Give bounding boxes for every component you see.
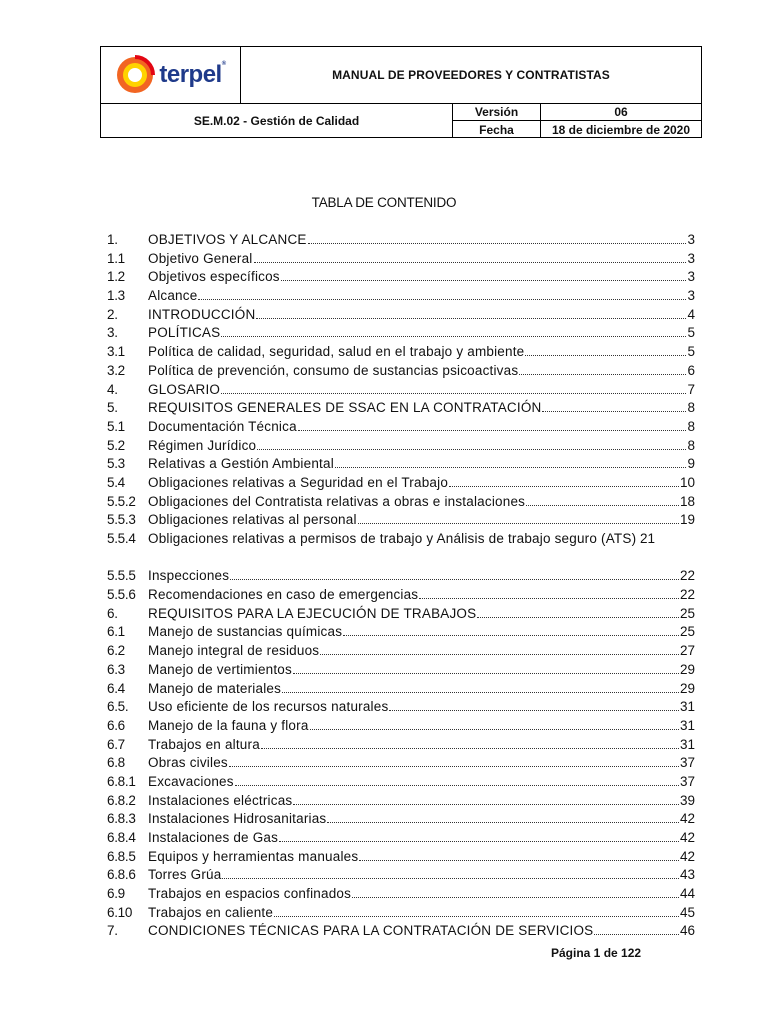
toc-entry-number: 5. (107, 400, 118, 416)
toc-entry[interactable] (107, 455, 695, 474)
version-value: 06 (541, 104, 701, 121)
toc-leader-dots (477, 617, 679, 618)
toc-entry-text: Trabajos en caliente (148, 904, 274, 920)
toc-entry-text: Política de prevención, consumo de sustancias psicoactivas (148, 362, 519, 378)
toc-entry-number: 6.6 (107, 717, 125, 733)
toc-entry[interactable] (107, 810, 695, 829)
toc-leader-dots (235, 785, 679, 786)
toc-entry[interactable] (107, 250, 695, 269)
toc-entry[interactable] (107, 698, 695, 717)
toc-entry-number: 6.8.3 (107, 811, 136, 827)
toc-entry-text: Documentación Técnica (148, 418, 297, 434)
toc-entry-text: GLOSARIO (148, 381, 221, 397)
terpel-logo (115, 55, 225, 95)
toc-entry-text: Torres Grúa (148, 867, 222, 883)
toc-leader-dots (594, 934, 679, 935)
toc-entry[interactable] (107, 680, 695, 699)
toc-leader-dots (254, 262, 687, 263)
toc-entry-number: 4. (107, 381, 118, 397)
toc-entry[interactable] (107, 773, 695, 792)
toc-entry[interactable] (107, 343, 695, 362)
toc-leader-dots (257, 449, 686, 450)
toc-entry-number: 1. (107, 232, 118, 247)
toc-entry[interactable] (107, 922, 695, 941)
toc-entry[interactable] (107, 642, 695, 661)
toc-leader-dots (389, 710, 679, 711)
toc-entry-number: 6.8.2 (107, 792, 136, 808)
toc-entry-text: Obligaciones relativas al personal (148, 512, 357, 528)
toc-leader-dots (281, 280, 687, 281)
toc-entry-page: 3 (687, 269, 695, 285)
toc-entry-text: Alcance (148, 288, 198, 304)
toc-entry-text: OBJETIVOS Y ALCANCE (148, 232, 307, 247)
toc-entry[interactable] (107, 324, 695, 343)
toc-entry-number: 5.5.4 (107, 531, 136, 546)
toc-entry-page: 10 (679, 474, 695, 490)
toc-entry-page: 42 (679, 811, 695, 827)
document-title: MANUAL DE PROVEEDORES Y CONTRATISTAS (332, 68, 610, 82)
date-label: Fecha (453, 121, 541, 138)
terpel-logo-icon (115, 55, 155, 95)
toc-entry[interactable] (107, 474, 695, 493)
toc-entry[interactable] (107, 287, 695, 306)
toc-entry-page: 19 (679, 512, 695, 528)
toc-entry-text: Trabajos en altura (148, 736, 260, 752)
toc-leader-dots (525, 355, 686, 356)
toc-leader-dots (293, 673, 679, 674)
toc-entry-number: 6.8.5 (107, 848, 136, 864)
toc-entry-page: 39 (679, 792, 695, 808)
toc-entry-page: 31 (679, 699, 695, 715)
toc-entry-text: Obligaciones relativas a Seguridad en el Trabajo (148, 474, 449, 490)
toc-leader-dots (359, 860, 679, 861)
toc-entry-page: 3 (687, 288, 695, 304)
toc-entry-page: 43 (679, 867, 695, 883)
toc-entry-text: Manejo integral de residuos (148, 643, 320, 659)
toc-entry-page: 5 (687, 344, 695, 360)
toc-entry-page: 21 (640, 531, 656, 546)
page-number: Página 1 de 122 (551, 946, 642, 960)
toc-entry-text: INTRODUCCIÓN (148, 306, 256, 322)
toc-entry-text: Objetivo General (148, 250, 253, 266)
toc-entry[interactable] (107, 268, 695, 287)
toc-leader-dots (320, 654, 679, 655)
toc-leader-dots (230, 579, 679, 580)
toc-leader-dots (449, 486, 679, 487)
toc-title: TABLA DE CONTENIDO (311, 195, 457, 210)
toc-entry[interactable] (107, 437, 695, 456)
toc-entry[interactable] (107, 661, 695, 680)
toc-entry-number: 6.8.4 (107, 830, 136, 846)
toc-entry-text: Trabajos en espacios confinados (148, 886, 352, 902)
toc-entry-number: 6.2 (107, 643, 125, 659)
toc-entry-number: 6.4 (107, 680, 125, 696)
toc-entry-text: Manejo de vertimientos (148, 661, 292, 677)
toc-entry-page: 25 (679, 624, 695, 640)
toc-entry-number: 5.4 (107, 474, 125, 490)
toc-entry-number: 3.1 (107, 344, 125, 360)
toc-entry-page: 6 (687, 362, 695, 378)
toc-entry-page: 7 (687, 381, 695, 397)
toc-entry-text: REQUISITOS GENERALES DE SSAC EN LA CONTRATACIÓN (148, 400, 542, 416)
version-label: Versión (453, 104, 541, 121)
toc-entry[interactable] (107, 381, 695, 400)
toc-entry-number: 6.8 (107, 755, 125, 771)
toc-entry-text: REQUISITOS PARA LA EJECUCIÓN DE TRABAJOS (148, 605, 477, 621)
toc-leader-dots (327, 822, 679, 823)
toc-entry-page: 45 (679, 904, 695, 920)
toc-entry-number: 6.8.1 (107, 773, 136, 789)
toc-leader-dots (229, 766, 679, 767)
toc-entry[interactable] (107, 717, 695, 736)
toc-entry-text: Manejo de la fauna y flora (148, 717, 309, 733)
toc-entry-number: 5.5.3 (107, 512, 136, 528)
toc-entry-page: 29 (679, 680, 695, 696)
toc-entry-text: Inspecciones (148, 568, 230, 584)
toc-entry[interactable] (107, 866, 695, 885)
toc-entry[interactable] (107, 306, 695, 325)
toc-entry-page: 8 (687, 418, 695, 434)
toc-leader-dots (526, 505, 679, 506)
toc-entry-text: Excavaciones (148, 773, 234, 789)
document-code: SE.M.02 - Gestión de Calidad (101, 104, 453, 138)
toc-leader-dots (282, 692, 679, 693)
toc-leader-dots (308, 243, 687, 244)
toc-entry-number: 6.1 (107, 624, 125, 640)
toc-entry-page: 27 (679, 643, 695, 659)
toc-entry[interactable] (107, 829, 695, 848)
toc-leader-dots (358, 523, 679, 524)
document-header (100, 46, 702, 138)
toc-leader-dots (221, 393, 686, 394)
toc-entry-text: Manejo de materiales (148, 680, 282, 696)
toc-entry[interactable] (107, 399, 695, 418)
toc-entry[interactable] (107, 511, 695, 530)
toc-entry-number: 1.3 (107, 288, 125, 304)
toc-entry[interactable] (107, 493, 695, 512)
toc-entry[interactable] (107, 567, 695, 586)
toc-entry-number: 5.5.5 (107, 568, 136, 584)
toc-entry-text: Instalaciones de Gas (148, 830, 279, 846)
toc-entry-number: 5.5.6 (107, 587, 136, 603)
toc-entry-text: Manejo de sustancias químicas (148, 624, 343, 640)
toc-entry-number: 7. (107, 923, 118, 939)
toc-entry-number: 3.2 (107, 362, 125, 378)
logo-cell (101, 47, 241, 103)
toc-entry-page: 3 (687, 250, 695, 266)
date-value: 18 de diciembre de 2020 (551, 122, 691, 137)
toc-entry-number: 6.7 (107, 736, 125, 752)
toc-leader-dots (542, 411, 686, 412)
toc-entry[interactable] (107, 586, 695, 605)
toc-entry[interactable] (107, 362, 695, 381)
toc-entry-text: Política de calidad, seguridad, salud en el trabajo y ambiente (148, 344, 525, 360)
toc-entry-text: Instalaciones eléctricas (148, 792, 293, 808)
toc-entry-number: 1.1 (107, 250, 125, 266)
toc-leader-dots (279, 841, 679, 842)
toc-entry-text: POLÍTICAS (148, 325, 221, 341)
toc-entry-page: 22 (679, 587, 695, 603)
toc-entry-page: 42 (679, 830, 695, 846)
toc-entry-text: Instalaciones Hidrosanitarias (148, 811, 327, 827)
toc-entry-number: 6.9 (107, 886, 125, 902)
toc-leader-dots (298, 430, 687, 431)
toc-leader-dots (343, 635, 679, 636)
toc-entry-text: Uso eficiente de los recursos naturales (148, 699, 389, 715)
toc-entry-text: Equipos y herramientas manuales (148, 848, 359, 864)
toc-entry[interactable] (107, 848, 695, 867)
toc-entry-number: 6.8.6 (107, 867, 136, 883)
toc-entry-page: 8 (687, 437, 695, 453)
toc-entry-page: 3 (687, 232, 695, 247)
toc-leader-dots (519, 374, 686, 375)
toc-entry-page: 31 (679, 736, 695, 752)
toc-entry[interactable] (107, 792, 695, 811)
toc-entry[interactable] (107, 231, 695, 250)
toc-entry-text: Recomendaciones en caso de emergencias (148, 587, 419, 603)
toc-entry-page: 9 (687, 456, 695, 472)
toc-entry-number: 3. (107, 325, 118, 341)
toc-entry[interactable] (107, 904, 695, 923)
toc-entry-page: 31 (679, 717, 695, 733)
toc-entry-number: 2. (107, 306, 118, 322)
logo-wordmark: terpel® (159, 61, 226, 88)
toc-entry-number: 5.2 (107, 437, 125, 453)
toc-leader-dots (419, 598, 679, 599)
toc-leader-dots (256, 318, 686, 319)
toc-entry-text: Objetivos específicos (148, 269, 280, 285)
toc-entry-page: 29 (679, 661, 695, 677)
toc-leader-dots (274, 916, 679, 917)
toc-entry-number: 6.5. (107, 699, 129, 715)
toc-entry[interactable] (107, 736, 695, 755)
toc-entry-page: 44 (679, 886, 695, 902)
toc-leader-dots (293, 804, 679, 805)
toc-entry[interactable] (107, 885, 695, 904)
toc-leader-dots (352, 897, 679, 898)
toc-entry-page: 25 (679, 605, 695, 621)
toc-entry[interactable] (107, 605, 695, 624)
toc-leader-dots (221, 336, 686, 337)
toc-entry-page: 37 (679, 755, 695, 771)
toc-entry-page: 8 (687, 400, 695, 416)
toc-entry-text: Obras civiles (148, 755, 228, 771)
toc-entry[interactable] (107, 530, 695, 567)
toc-leader-dots (310, 729, 679, 730)
toc-entry-page: 42 (679, 848, 695, 864)
toc-entry-number: 1.2 (107, 269, 125, 285)
toc-entry-page: 37 (679, 773, 695, 789)
toc-entry-page: 46 (679, 923, 695, 939)
toc-entry-number: 6. (107, 605, 118, 621)
toc-leader-dots (222, 878, 678, 879)
toc-entry[interactable] (107, 623, 695, 642)
toc-entry-number: 6.3 (107, 661, 125, 677)
table-of-contents (107, 231, 695, 941)
toc-entry-text: Relativas a Gestión Ambiental (148, 456, 334, 472)
toc-leader-dots (335, 467, 687, 468)
toc-entry-text: Régimen Jurídico (148, 437, 257, 453)
toc-entry[interactable] (107, 418, 695, 437)
toc-entry-page: 5 (687, 325, 695, 341)
toc-leader-dots (198, 299, 686, 300)
toc-entry-number: 5.3 (107, 456, 125, 472)
toc-entry-text: Obligaciones del Contratista relativas a obras e instalaciones (148, 493, 526, 509)
toc-entry-text: Obligaciones relativas a permisos de trabajo y Análisis de trabajo seguro (ATS) (148, 531, 637, 546)
toc-entry-page: 4 (687, 306, 695, 322)
toc-leader-dots (261, 748, 679, 749)
toc-entry-number: 5.5.2 (107, 493, 136, 509)
toc-entry-page: 22 (679, 568, 695, 584)
toc-entry-text: CONDICIONES TÉCNICAS PARA LA CONTRATACIÓN DE SERVICIOS (148, 923, 594, 939)
toc-entry-number: 6.10 (107, 904, 133, 920)
toc-entry-page: 18 (679, 493, 695, 509)
toc-entry[interactable] (107, 754, 695, 773)
toc-entry-number: 5.1 (107, 418, 125, 434)
